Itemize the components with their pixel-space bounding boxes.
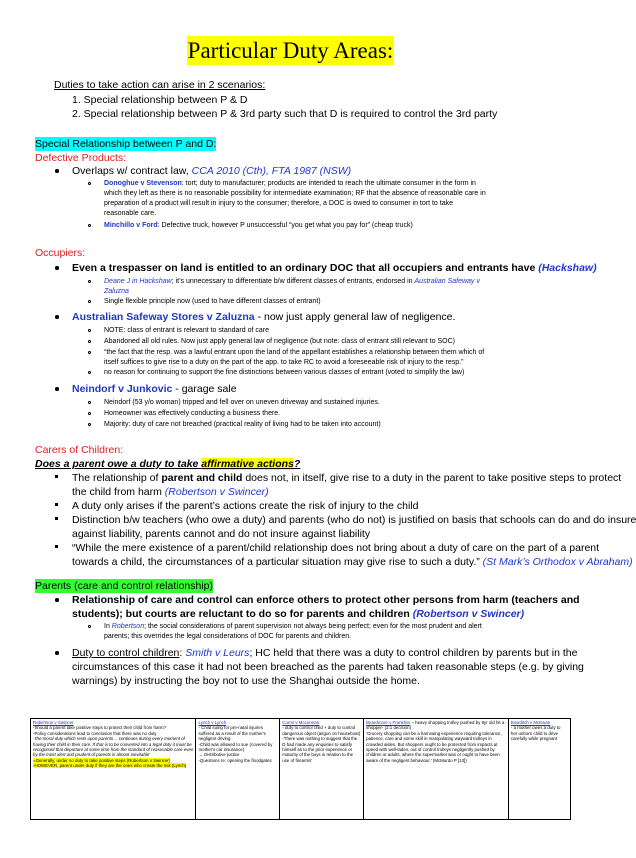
hollow-bullet: [88, 182, 91, 185]
square-bullet: [55, 475, 58, 478]
table-cell-beardmore: Beardmore v Franklins – heavy shopping trolley pushed by 8yr old hit a shopper- (2:1 decision) 'Grocery shopping can be a harrowing experience requiring tolerance, patience, care and some skill in manipulating wayward trolleys in crowded aisles. But shoppers ought to be protected from impacts at speed with well-laden, out of control trolleys negligently pushed by children or adults, where the supermarket was or ought to have been aware of the negligent behaviour.' (McMurdo P [13]): [364, 719, 509, 820]
donoghue-line-4: reasonable care.: [104, 210, 157, 217]
table-cell-robertson: Robertson v Swincer -Should a parent take positive steps to protect their child from harm? -Policy considerations lead to conclusion that there was no duty -'the moral duty which rests upon parents… continues during every moment of having their child in their care. If that is to be converted into a legal duty it must be recognised that departure at some time from the standard of reasonable care even by the most alert and prudent of parents is almost inevitable' =Generally, under no duty to take positive steps (Robertson v Swincer) -HOWEVER, parent under duty if they are the ones who create the risk (Lynch): [31, 719, 196, 820]
parents-sub-line2: parents; this overrides the legal considerations of DOC for parents and children.: [104, 633, 352, 640]
hollow-bullet: [88, 423, 91, 426]
hollow-bullet: [88, 329, 91, 332]
neindorf-point: Homeowner was effectively conducting a business there.: [104, 410, 281, 417]
carers-b3-line2: against liability, parents cannot and do not insure against liability: [72, 528, 371, 540]
table-cell-bowditch: Bowditch v McEwan - a mother owes a duty to her unborn child to drive carefully while pregnant: [508, 719, 570, 820]
safeway-point: Abandoned all old rules. Now just apply general law of negligence (but note: class of entrant still relevant to SOC): [104, 338, 455, 345]
safeway-case: Australian Safeway Stores v Zaluzna: [72, 311, 255, 323]
parents-heading: Parents (care and control relationship): [35, 580, 214, 592]
hollow-bullet: [88, 224, 91, 227]
single-principle: Single flexible principle now (used to have different classes of entrant): [104, 298, 321, 305]
neindorf-point: Majority: duty of care not breached (practical reality of living had to be taken into account): [104, 421, 381, 428]
deane-line-1: Deane J in Hackshaw; it’s unnecessary to differentiate b/w different classes of entrants, endorsed in Australian Safeway v: [104, 278, 480, 285]
defective-heading: Defective Products:: [35, 152, 127, 164]
occupiers-heading: Occupiers:: [35, 247, 86, 259]
donoghue-case: Donoghue v Stevenson: [104, 180, 182, 187]
donoghue-line-1: Donoghue v Stevenson: tort; duty to manufacturer; products are intended to reach the ultimate consumer in the form in: [104, 180, 476, 187]
bullet: [55, 651, 59, 655]
hollow-bullet: [88, 351, 91, 354]
carers-b1-line2: the child from harm (Robertson v Swincer): [72, 486, 269, 498]
hackshaw-citation: (Hackshaw): [538, 262, 597, 274]
special-heading: Special Relationship between P and D:: [35, 138, 217, 150]
hollow-bullet: [88, 280, 91, 283]
carers-heading: Carers of Children:: [35, 444, 124, 456]
neindorf-point: Neindorf (53 y/o woman) tripped and fell over on uneven driveway and sustained injuries.: [104, 399, 380, 406]
carers-b1-line1: The relationship of parent and child does not, in itself, give rise to a duty in the parent to take positive steps to protect: [72, 472, 622, 484]
hollow-bullet: [88, 340, 91, 343]
carers-b4-line1: “While the mere existence of a parent/child relationship does not bring about a duty of care on the part of a parent: [72, 542, 600, 554]
carers-b3-line1: Distinction b/w teachers (who owe a duty) and parents (who do not) is justified on basis that schools can do and do insure: [72, 514, 636, 526]
hollow-bullet: [88, 371, 91, 374]
intro-item-1: 1. Special relationship between P & D: [72, 94, 248, 106]
intro-item-2: 2. Special relationship between P & 3rd party such that D is required to control the 3rd party: [72, 108, 498, 120]
table-cell-curmi: Curmi v McLennan - duty to control child + duty to control dangerous object (airgun on houseboat) -There was nothing to suggest that the D had made any enquiries to satisfy himself as to the prior experience or maturity of the boys in relation to the use of firearms': [280, 719, 364, 820]
table-cell-lynch: Lynch v Lynch - Child suing for pre-natal injuries suffered as a result of the mother's negligent driving -Child was allowed to sue (covered by mother's car insurance) → Distributive justice -Questions re: opening the floodgates: [196, 719, 280, 820]
safeway-point: “the fact that the resp. was a lawful entrant upon the land of the appellant establishes a relationship between them which of: [104, 349, 485, 356]
overlaps-line: Overlaps w/ contract law, CCA 2010 (Cth), FTA 1987 (NSW): [72, 165, 352, 177]
parents-b1-line1: Relationship of care and control can enforce others to protect other persons from harm (teachers and: [72, 594, 580, 606]
carers-b2: A duty only arises if the parent’s actions create the risk of injury to the child: [72, 500, 419, 512]
parents-sub-line1: In Robertson; the social considerations of parent supervision not always being perfect; even for the most prudent and alert: [104, 623, 482, 630]
bullet: [55, 387, 59, 391]
minchillo-line: Minchillo v Ford: Defective truck, however P unsuccessful “you get what you pay for” (cheap truck): [104, 222, 413, 229]
table-row: [31, 719, 571, 820]
hollow-bullet: [88, 300, 91, 303]
deane-line-2: Zaluzna: [104, 288, 129, 295]
bullet: [55, 266, 59, 270]
hollow-bullet: [88, 412, 91, 415]
case-summary-table: [30, 718, 571, 820]
neindorf-case: Neindorf v Junkovic: [72, 383, 173, 395]
safeway-point: NOTE: class of entrant is relevant to standard of care: [104, 327, 269, 334]
hollow-bullet: [88, 625, 91, 628]
parents-b1-line2: students); but courts are reluctant to do so for parents and children (Robertson v Swincer): [72, 608, 525, 620]
st-marks-citation: (St Mark’s Orthodox v Abraham): [482, 556, 633, 568]
square-bullet: [55, 517, 58, 520]
parents-b2-line2: circumstances of this case it had not been breached as the parents had taken reasonable steps (e.g. by giving: [72, 661, 584, 673]
trespasser-line: Even a trespasser on land is entitled to an ordinary DOC that all occupiers and entrants have (Hackshaw): [72, 262, 597, 274]
carers-b4-line2: towards a child, the circumstances of a particular situation may give rise to such a duty.” (St Mark’s Orthodox v Abraham): [72, 556, 633, 568]
donoghue-line-3: preparation of a product will result in injury to the consumer; therefore, a DOC is owed to consumer in tort to take: [104, 200, 453, 207]
safeway-point: no reason for continuing to support the fine distinctions between various classes of entrant (voted to simplify the law): [104, 369, 465, 376]
safeway-line: Australian Safeway Stores v Zaluzna - now just apply general law of negligence.: [72, 311, 456, 323]
minchillo-case: Minchillo v Ford: [104, 222, 158, 229]
parents-b2-line3: warnings) by instructing the boy not to use the Shanghai outside the home.: [72, 675, 420, 687]
square-bullet: [55, 503, 58, 506]
intro-heading: Duties to take action can arise in 2 scenarios:: [54, 79, 266, 91]
robertson-citation: (Robertson v Swincer): [164, 486, 269, 498]
donoghue-line-2: which they left as there is no reasonable possibility for intermediate examination; RF that the absence of reasonable care in: [104, 190, 486, 197]
safeway-point-cont: itself suffices to give rise to a duty on the part of the app. to take RC to avoid a foreseeable risk of injury to the resp.”: [104, 359, 464, 366]
page-title: Particular Duty Areas:: [187, 38, 394, 63]
parents-b2-line1: Duty to control children: Smith v Leurs; HC held that there was a duty to control children by parents but in the: [72, 647, 578, 659]
bullet: [55, 598, 59, 602]
neindorf-line: Neindorf v Junkovic - garage sale: [72, 383, 237, 395]
bullet: [55, 169, 59, 173]
square-bullet: [55, 545, 58, 548]
bullet: [55, 315, 59, 319]
robertson-citation: (Robertson v Swincer): [412, 608, 525, 620]
carers-question: Does a parent owe a duty to take affirmative actions?: [35, 458, 301, 470]
hollow-bullet: [88, 401, 91, 404]
smith-citation: Smith v Leurs: [185, 647, 250, 659]
overlaps-citation: CCA 2010 (Cth), FTA 1987 (NSW): [191, 165, 352, 177]
